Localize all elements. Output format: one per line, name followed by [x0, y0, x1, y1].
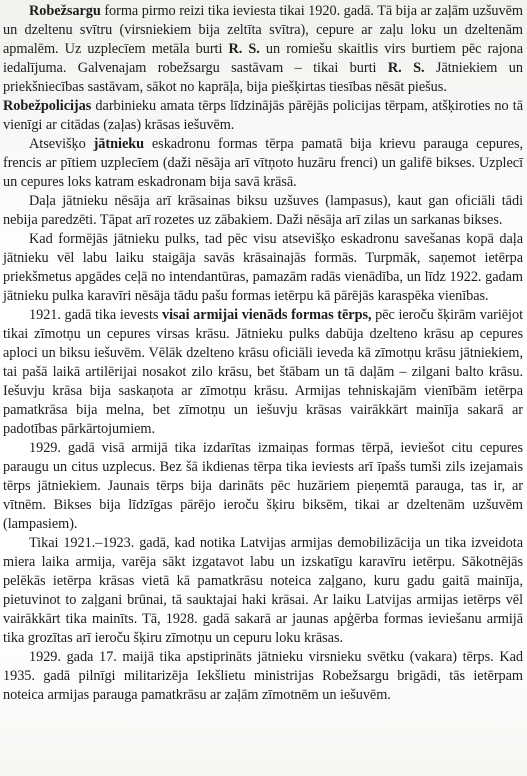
- term-jatnieku: jātnieku: [93, 136, 145, 152]
- paragraph-robezpolicijas: Robežpolicijas darbinieku amata tērps līdzinājās pārējās policijas tērpam, atšķiroties no tā vienīgi ar citādas (zaļas) krāsas iešuvēm.: [3, 98, 523, 133]
- paragraph-jatnieku: Atsevišķo jātnieku eskadronu formas tērpa pamatā bija krievu parauga cepures, frencis ar pītiem uzplecīem (daži nēsāja arī vītņoto huzāru frenci) un galifē bikses. Uzplecī un cepures loks katram eskadronam bija savā krāsā.: [3, 136, 523, 190]
- body-text: [3, 2, 523, 705]
- paragraph-lampasi: Daļa jātnieku nēsāja arī krāsainas biksu uzšuves (lampasus), kaut gan oficiāli tādi nebija paredzēti. Tāpat arī rozetes uz zābakiem. Daži nēsāja arī zilas un sarkanas bikses.: [3, 193, 523, 228]
- paragraph-1929: 1929. gadā visā armijā tika izdarītas izmaiņas formas tērpā, ieviešot citu cepures paraugu un citus uzplecus. Bez šā ikdienas tērpa tika ieviests arī īpašs tumši zils izejamais tērps jātniekiem. Jaunais tērps bija darināts pēc huzāriem pieņemtā parauga, tas ir, ar vītnēm. Bikses bija līdzīgas pārējo ieroču šķiru biksēm, tikai ar dzeltenām uzšuvēm (lampasiem).: [3, 440, 523, 532]
- term-robezsargu: Robežsargu: [29, 3, 101, 19]
- paragraph-tikai-1921: Tikai 1921.–1923. gadā, kad notika Latvijas armijas demobilizācija un tika izveidota miera laika armija, varēja sākt izgatavot labu un izskatīgu karavīru ietērpu. Sākotnējās pelēkās ietērpa krāsas vietā kā pamatkrāsu noteica zaļgano, kuru gadu gaitā mainīja, pietuvinot to zaļgani brūnai, tā sauktajai haki krāsai. Ar laiku Latvijas armijas ietērps vēl vairākkārt tika mainīts. Tā, 1928. gadā sakarā ar jaunas apģērba formas ieviešanu armijā tika grozītas arī ieroču šķiru zīmotņu un cepuru loku krāsas.: [3, 535, 523, 646]
- term-robezpolicijas: Robežpolicijas: [3, 98, 92, 114]
- paragraph-pulks: Kad formējās jātnieku pulks, tad pēc visu atsevišķo eskadronu savešanas kopā daļa jātnieku vēl labu laiku staigāja savās krāsainajās formās. Turpmāk, saņemot ietērpa priekšmetus apgādes ceļā no intendantūras, pamazām radās vienādība, un līdz 1922. gadam jātnieku pulka karavīri nēsāja tādu pašu formas ietērpu kā pārējās karaspēka vienības.: [3, 231, 523, 304]
- paragraph-robezsargu: Robežsargu forma pirmo reizi tika ieviesta tikai 1920. gadā. Tā bija ar zaļām uzšuvēm un dzeltenu svītru (virsniekiem bija zeltīta svītra), cepure ar zaļu loku un dzeltenām apmalēm. Uz uzplecīem metāla burti R. S. un romiešu skaitlis virs burtiem pēc rajona iedalījuma. Galvenajam robežsargu sastāvam – tikai burti R. S. Jātniekiem un priekšniecības sastāvam, sākot no kaprāļa, bija piešķirtas tiesības nēsāt piešus.: [3, 3, 523, 95]
- paragraph-1929-maija: 1929. gada 17. maijā tika apstiprināts jātnieku virsnieku svētku (vakara) tērps. Kad 1935. gadā pilnīgi militarizēja Iekšlietu ministrijas Robežsargu brigādi, tās ietērpam noteica armijas parauga pamatkrāsu ar zaļām zīmotnēm un iešuvēm.: [3, 649, 523, 703]
- paragraph-visai-armijai: 1921. gadā tika ievests visai armijai vienāds formas tērps, pēc ieroču šķirām variējot tikai zīmotņu un cepures virsas krāsu. Jātnieku pulks dabūja dzelteno krāsu ap cepures aploci un biksu iešuvēm. Vēlāk dzelteno krāsu oficiāli ieveda kā zīmotņu krāsu jātniekiem, tai pašā laikā artilērijai nosakot zilo krāsu, bet štābam un tā daļām – zilgani balto krāsu. Iešuvju krāsa bija saskaņota ar zīmotņu krāsu. Armijas tehniskajām vienībām ietērpa pamatkrāsa bija melna, bet zīmotņu un iešuvju krāsas vairākkārt mainīja sakarā ar padotības pārkārtojumiem.: [3, 307, 523, 437]
- term-visai-armijai: visai armijai vienāds formas tērps,: [162, 307, 372, 323]
